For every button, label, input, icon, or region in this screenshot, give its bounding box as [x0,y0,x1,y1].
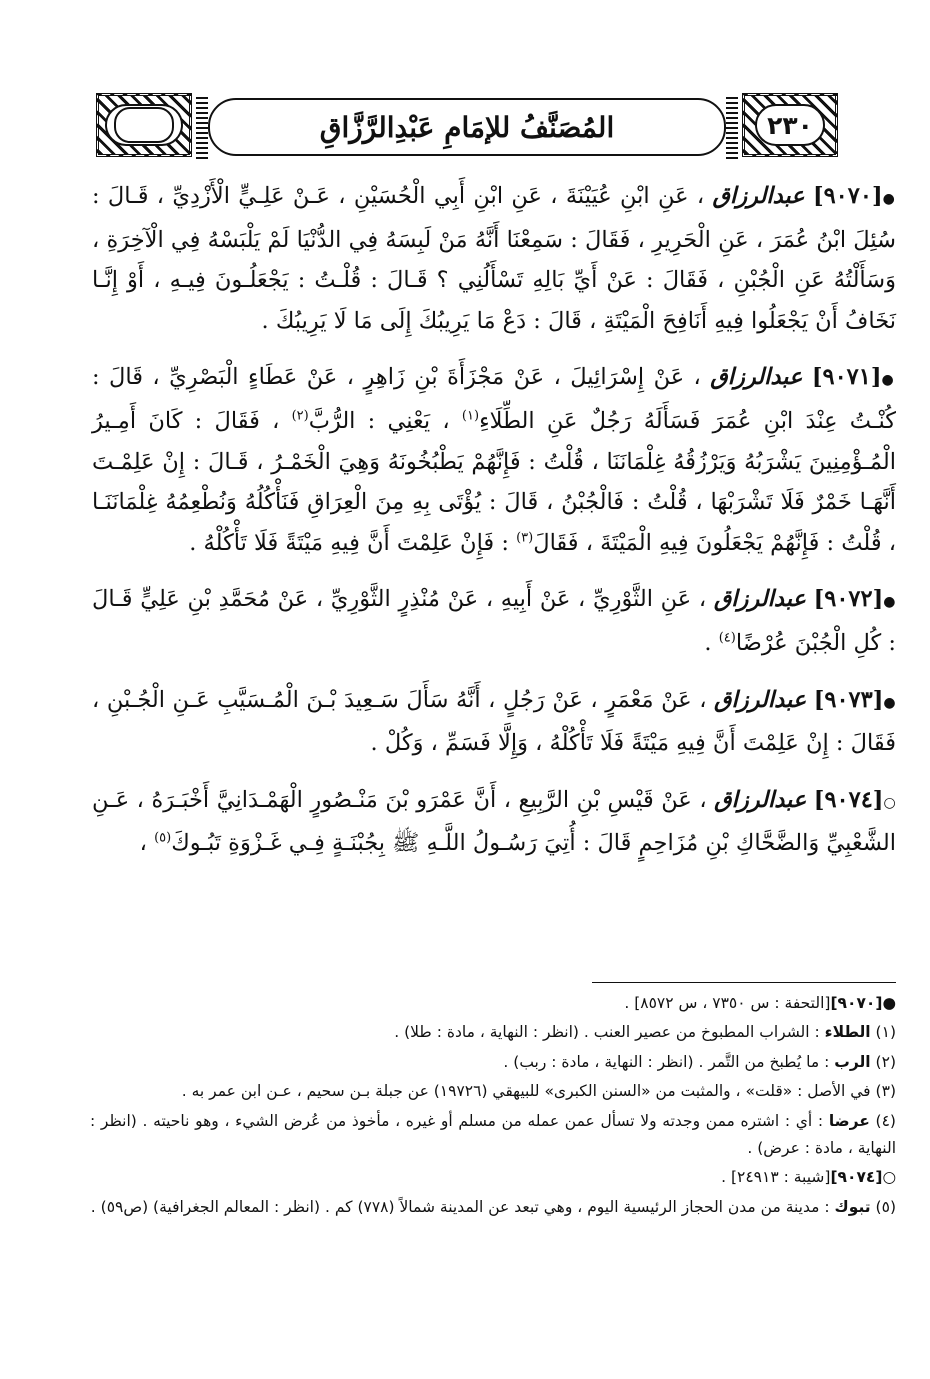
hadith-text: ، عَنِ الثَّوْرِيِّ ، عَنْ أَبِيهِ ، عَنْ مُنْذِرٍ الثَّوْرِيِّ ، عَنْ مُحَمَّدِ بْنِ عَلِيٍّ قَـالَ : كُلِ الْجُبْنَ عُرْضًا [92,586,896,656]
hadith-author: عبدالرزاق [714,686,807,713]
hadith-text: : فَإِنْ عَلِمْتَ أَنَّ فِيهِ مَيْتَةً فَلَا تَأْكُلْهُ . [189,529,509,556]
footnote-number: (٢) [875,1052,896,1071]
footnote-3 [90,1078,896,1105]
footnote-4 [90,1108,896,1163]
footnote-number: (٤) [875,1111,896,1130]
footnote-label: تبوك [834,1197,871,1216]
footnote-5 [90,1194,896,1221]
footnote-label: الطلاء [824,1023,871,1042]
main-text [92,176,896,880]
hadith-text: ، عَنِ ابْنِ عُيَيْنَةَ ، عَنِ ابْنِ أَبِي الْحُسَيْنِ ، عَـنْ عَلِـيٍّ الْأَزْدِيِّ ، قَـالَ : سُئِلَ ابْنُ عُمَرَ ، عَنِ الْحَرِيرِ ، فَقَالَ : سَمِعْنَا أَنَّهُ مَنْ لَبِسَهُ فِي الدُّنْيَا لَمْ يَلْبَسْهُ فِي الْآخِرَةِ ، وَسَأَلْتُهُ عَنِ الْجُبْنِ ، فَقَالَ : عَنْ أَيِّ بَالِهِ تَسْأَلُنِي ؟ قَـالَ : قُلْـتُ : يَجْعَلُـونَ فِيـهِ ، أَوْ إِنَّـا نَخَافُ أَنْ يَجْعَلُوا فِيهِ أَنَافِحَ الْمَيْتَةِ ، قَالَ : دَعْ مَا يَرِيبُكَ إِلَى مَا لَا يَرِيبُكَ . [92,183,896,334]
page-header [96,93,838,157]
footnote-ref-2[interactable]: (٢) [291,408,309,424]
footnote-number: (١) [875,1023,896,1042]
hadith-number: [٩٠٧٠] [812,183,883,209]
hadith-9071 [92,357,896,563]
hadith-text: ، عَنْ إِسْرَائِيلَ ، عَنْ مَجْزَأَةَ بْنِ زَاهِرٍ ، عَنْ عَطَاءٍ الْبَصْرِيِّ ، قَالَ : كُنْـتُ عِنْدَ ابْنِ عُمَرَ فَسَأَلَهُ رَجُلٌ عَنِ الطِّلَاءِ [92,364,896,434]
page-number-frame [742,93,838,157]
footnote-text: : ما يُطبخ من التَّمر . (انظر : النهاية ، مادة : ربب) . [503,1052,830,1071]
hadith-text: ، فَقَالَ : كَانَ أَمِـيرُ الْمُـؤْمِنِينَ يَشْرَبُهُ وَيَرْزُقُهُ غِلْمَانَنَا ، قُلْتُ : فَإِنَّهُمْ يَطْبُخُونَهُ وَهِيَ الْخَمْـرُ ، قَـالَ : إِنْ عَلِمْـتَ أَنَّهَـا خَمْرٌ فَلَا تَشْرَبْهَا ، قُلْتُ : فَالْجُبْنُ ، قَالَ : يُؤْتَى بِهِ مِنَ الْعِرَاقِ فَنَأْكُلُهُ وَنُطْعِمُهُ غِلْمَانَنَـا ، قُلْتُ : فَإِنَّهُمْ يَجْعَلُونَ فِيهِ الْمَيْتَةَ ، فَقَالَ [92,407,896,556]
footnote-ref-1[interactable]: (١) [461,408,480,424]
footnote-number: (٣) [875,1082,896,1101]
footnote-text: في الأصل : «قلت» ، والمثبت من «السنن الكبرى» للبيهقي (١٩٧٢٦) عن جبلة بـن سحيم ، عـن ابن عمر به . [181,1082,871,1101]
footnote-2 [90,1049,896,1076]
filled-circle-icon: ● [883,594,896,611]
hadith-text: ، يَعْنِي : الرُّبَّ [308,407,450,434]
hadith-text: ، عَنْ قَيْسِ بْنِ الرَّبِيعِ ، أَنَّ عَمْرَو بْنَ مَنْـصُورٍ الْهَمْـدَانِيَّ أَخْبَـرَهُ ، عَـنِ الشَّعْبِيِّ وَالضَّحَّاكِ بْنِ مُزَاحِمٍ قَالَ : أُتِيَ رَسُـولُ اللَّـهِ ﷺ بِجُبْنَـةٍ فِـي غَـزْوَةِ تَبُـوكَ [92,786,896,857]
footnote-1 [90,1019,896,1046]
filled-circle-icon: ● [882,191,896,207]
hadith-text: ، [139,830,147,857]
hadith-number: [٩٠٧٢] [813,586,884,613]
hadith-author: عبدالرزاق [714,786,807,813]
emblem-logo [114,107,174,143]
footnotes [90,990,896,1223]
footnote-label: [٩٠٧٤] [830,1168,883,1187]
emblem-frame [96,93,192,157]
running-title-frame [208,98,726,156]
footnote-ref-5[interactable]: (٥) [154,830,172,846]
hadith-number: [٩٠٧٤] [813,786,884,813]
footnote-label: الرب [834,1052,871,1071]
hadith-9073 [92,680,896,764]
page-number: ٢٣٠ [767,110,813,140]
hadith-author: عبدالرزاق [710,364,803,391]
filled-circle-icon: ● [883,694,897,711]
hadith-author: عبدالرزاق [713,586,806,613]
footnote-text: [التحفة : س ٧٣٥٠ ، س ٨٥٧٢] . [624,994,831,1012]
footnote-ref-4[interactable]: (٤) [718,630,736,646]
hadith-text: ، عَنْ مَعْمَرٍ ، عَنْ رَجُلٍ ، أَنَّهُ سَأَلَ سَـعِيدَ بْـنَ الْمُـسَيَّبِ عَـنِ الْجُـبْنِ ، فَقَالَ : إِنْ عَلِمْتَ أَنَّ فِيهِ مَيْتَةً فَلَا تَأْكُلْهُ ، وَإِلَّا فَسَمِّ ، وَكُلْ . [92,686,896,757]
open-circle-icon: ○ [882,1168,896,1187]
hadith-9074 [92,780,896,864]
footnote-text: : الشراب المطبوخ من عصير العنب . (انظر : النهاية ، مادة : طلا) . [394,1023,820,1042]
hadith-text: . [704,629,712,656]
filled-circle-icon: ● [882,994,896,1012]
footnote-number: (٥) [875,1197,896,1216]
footnote-divider [592,982,896,983]
hadith-author: عبدالرزاق [712,183,805,209]
footnote-9074 [90,1164,896,1191]
footnote-label: [٩٠٧٠] [830,994,883,1012]
footnote-label: عرضا [828,1111,870,1130]
filled-circle-icon: ● [881,372,897,389]
footnote-9070 [90,990,896,1017]
footnote-text: [شيبة : ٢٤٩١٣] . [721,1168,831,1187]
open-circle-icon: ○ [883,794,897,811]
hadith-9072 [92,579,896,663]
running-title: المُصَنَّفُ للإمَامِ عَبْدِالرَّزَّاقِ [319,110,615,144]
emblem-badge [105,104,183,146]
footnote-text: : مدينة من مدن الحجاز الرئيسية اليوم ، وهي تبعد عن المدينة شمالاً (٧٧٨) كم . (انظر : المعالم الجغرافية) (ص٥٩) . [90,1197,830,1216]
hadith-9070 [92,176,896,341]
hadith-number: [٩٠٧١] [811,364,882,391]
footnote-ref-3[interactable]: (٣) [516,530,534,546]
page-number-badge [755,104,825,146]
footnote-text: : أي : اشتره ممن وجدته ولا تسأل عمن عمله من مسلم أو غيره ، مأخوذ من عُرض الشيء ، وهو ناحيته . (انظر : النهاية ، مادة : عرض) . [90,1111,896,1158]
hadith-number: [٩٠٧٣] [813,686,884,713]
